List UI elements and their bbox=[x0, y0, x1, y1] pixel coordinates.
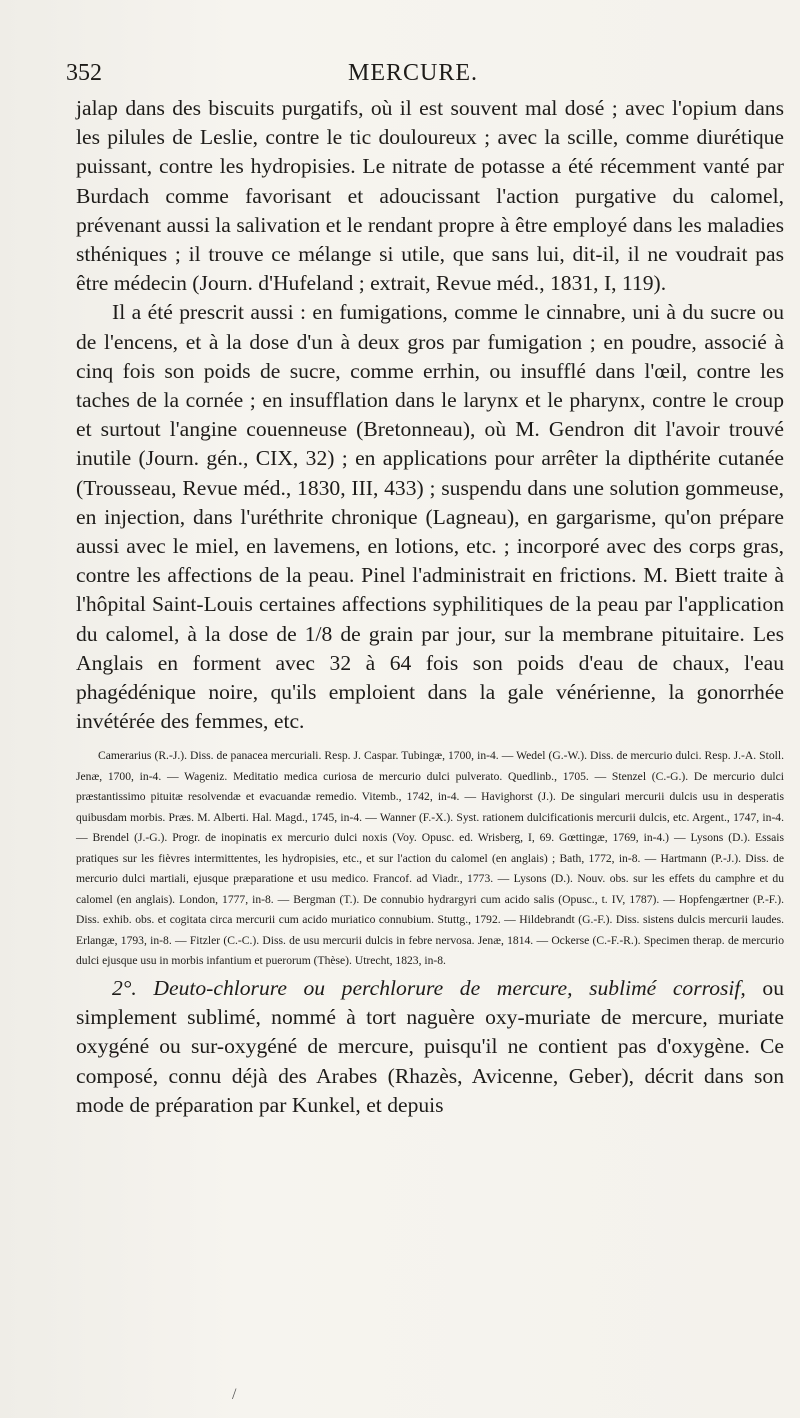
paragraph-continued: jalap dans des biscuits purgatifs, où il est souvent mal dosé ; avec l'opium dans les pilules de Leslie, contre le tic douloureux ; avec la scille, comme diurétique puissant, contre les hydropisies. Le nitrate de potasse a été récemment vanté par Burdach comme favorisant et adoucissant l'action purgative du calomel, prévenant aussi la salivation et le rendant propre à être employé dans les maladies sthéniques ; il trouve ce mélange si utile, que sans lui, dit-il, il ne voudrait pas être médecin (Journ. d'Hufeland ; extrait, Revue méd., 1831, I, 119). bbox=[76, 96, 784, 296]
paragraph-prescriptions: Il a été prescrit aussi : en fumigations, comme le cinnabre, uni à du sucre ou de l'encens, et à la dose d'un à deux gros par fumigation ; en poudre, associé à cinq fois son poids de sucre, comme errhin, ou insufflé dans l'œil, contre les taches de la cornée ; en insufflation dans le larynx et le pharynx, contre le croup et surtout l'angine couenneuse (Bretonneau), où M. Gendron dit l'avoir trouvé inutile (Journ. gén., CIX, 32) ; en applications pour arrêter la dipthérite cutanée (Trousseau, Revue méd., 1830, III, 433) ; suspendu dans une solution gommeuse, en injection, dans l'uréthrite chronique (Lagneau), en gargarisme, qu'on prépare aussi avec le miel, en lavemens, en lotions, etc. ; incorporé avec des corps gras, contre les affections de la peau. Pinel l'administrait en frictions. M. Biett traite à l'hôpital Saint-Louis certaines affections syphilitiques de la peau par l'application du calomel, à la dose de 1/8 de grain par jour, sur la membrane pituitaire. Les Anglais en forment avec 32 à 64 fois son poids d'eau de chaux, l'eau phagédénique noire, qu'ils emploient dans la gale vénérienne, la gonorrhée invétérée des femmes, etc. bbox=[76, 300, 784, 734]
page-body bbox=[76, 94, 784, 1120]
bibliography-note bbox=[76, 746, 784, 972]
page-number: 352 bbox=[66, 60, 102, 86]
section-2-paragraph bbox=[76, 974, 784, 1120]
bibliography-text: Camerarius (R.-J.). Diss. de panacea mercuriali. Resp. J. Caspar. Tubingæ, 1700, in-4. — Wedel (G.-W.). Diss. de mercurio dulci. Resp. J.-A. Stoll. Jenæ, 1700, in-4. — Wageniz. Meditatio medica curiosa de mercurio dulci pulverato. Quedlinb., 1705. — Stenzel (C.-G.). De mercurio dulci præstantissimo pituitæ resolvendæ et evacuandæ remedio. Vitemb., 1742, in-4. — Havighorst (J.). De singulari mercurii dulcis usu in desperatis quibusdam morbis. Præs. M. Alberti. Hal. Magd., 1745, in-4. — Wanner (F.-X.). Syst. rationem dulcificationis mercurii dulcis, etc. Argent., 1747, in-4. — Brendel (J.-G.). Progr. de inopinatis ex mercurio dulci noxis (Voy. Opusc. ed. Wrisberg, I, 69. Gœttingæ, 1769, in-4.) — Lysons (D.). Essais pratiques sur les fièvres intermittentes, les hydropisies, etc., et sur l'action du calomel (en anglais) ; Bath, 1772, in-8. — Hartmann (P.-J.). Diss. de mercurio dulci martiali, ejusque præparatione et usu medico. Francof. ad Viadr., 1773. — Lysons (D.). Nouv. obs. sur les effets du camphre et du calomel (en anglais). London, 1777, in-8. — Bergman (T.). De connubio hydrargyri cum acido salis (Opusc., t. IV, 1787). — Hopfengærtner (P.-F.). Diss. exhib. obs. et cogitata circa mercurii cum acido muriatico connubium. Stuttg., 1792. — Hildebrandt (G.-F.). Diss. sistens dulcis mercurii laudes. Erlangæ, 1793, in-8. — Fitzler (C.-C.). Diss. de usu mercurii dulcis in febre nervosa. Jenæ, 1814. — Ockerse (C.-F.-R.). Specimen therap. de mercurio dulci ejusque usu in morbis infantium et puerorum (Thèse). Utrecht, 1823, in-8. bbox=[76, 749, 784, 968]
next-section bbox=[76, 974, 784, 1120]
page-header bbox=[66, 60, 760, 96]
main-text bbox=[76, 94, 784, 736]
section-2-text: ou simplement sublimé, nommé à tort naguère oxy-muriate de mercure, muriate oxygéné ou sur-oxygéné de mercure, puisqu'il ne contient pas d'oxygène. Ce composé, connu déjà des Arabes (Rhazès, Avicenne, Geber), décrit dans son mode de préparation par Kunkel, et depuis bbox=[76, 975, 784, 1117]
section-2-heading: 2°. Deuto-chlorure ou perchlorure de mercure, sublimé corrosif, bbox=[112, 975, 746, 1000]
bottom-mark: / bbox=[232, 1386, 237, 1403]
running-title: MERCURE. bbox=[347, 60, 478, 86]
